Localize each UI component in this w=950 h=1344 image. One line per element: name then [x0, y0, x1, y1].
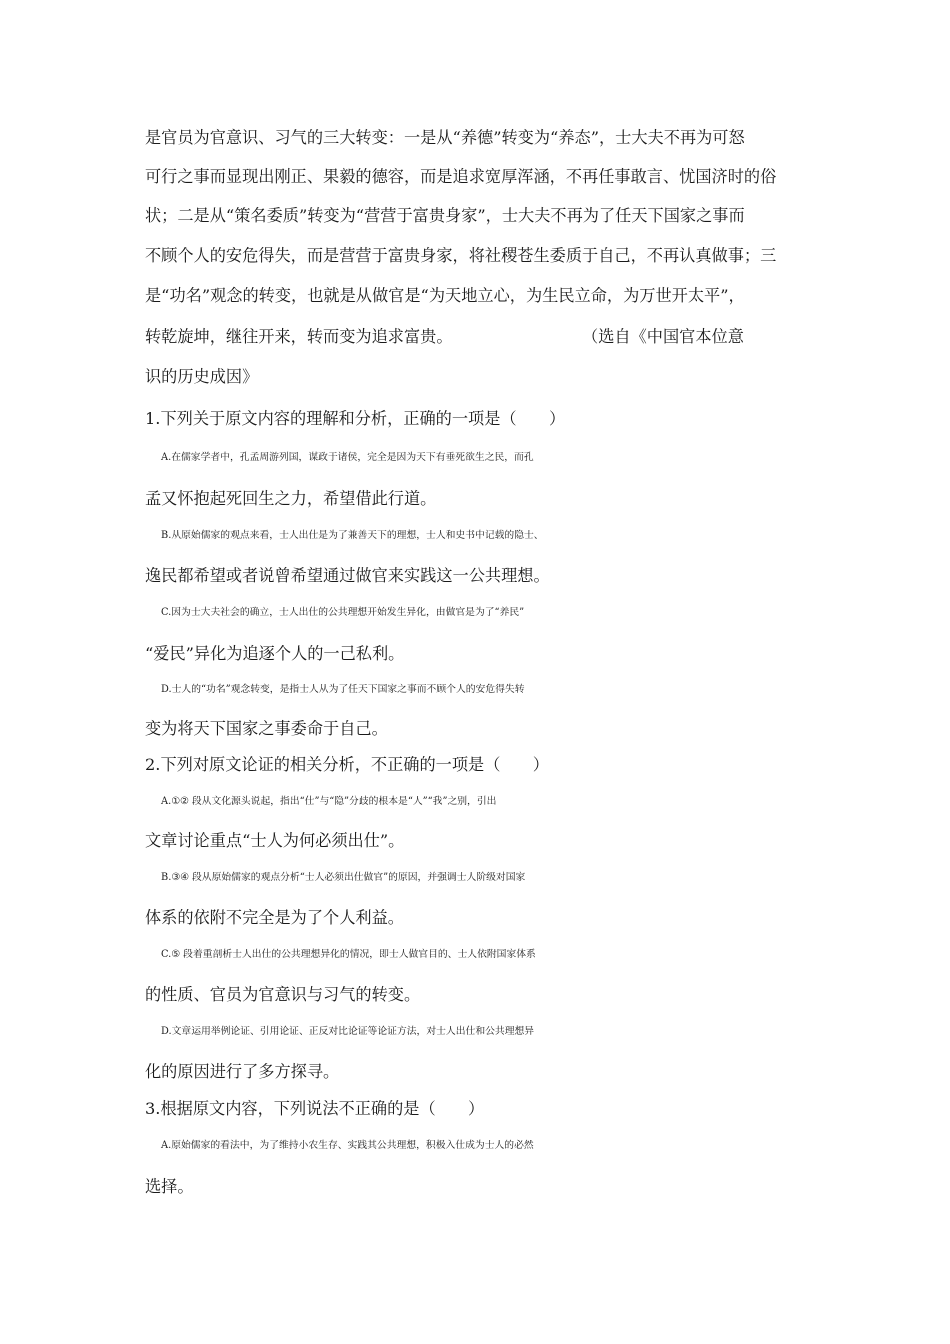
option-line: 文章讨论重点“士人为何必须出仕”。 — [145, 831, 405, 850]
question-stem: 1.下列关于原文内容的理解和分析，正确的一项是（ ） — [145, 409, 566, 428]
passage-line: 不顾个人的安危得失，而是营营于富贵身家，将社稷苍生委质于自己，不再认真做事；三 — [145, 246, 777, 265]
passage-line: 状；二是从“策名委质”转变为“营营于富贵身家”，士大夫不再为了任天下国家之事而 — [145, 206, 745, 225]
option-line: A.在儒家学者中，孔孟周游列国，谋政于诸侯，完全是因为天下有垂死欲生之民，而孔 — [161, 452, 534, 463]
passage-line: 转乾旋坤，继往开来，转而变为追求富贵。 （选自《中国官本位意 — [145, 327, 744, 346]
option-line: 化的原因进行了多方探寻。 — [145, 1062, 340, 1081]
option-line: A.原始儒家的看法中，为了维持小农生存、实践其公共理想，积极入仕成为士人的必然 — [161, 1140, 534, 1151]
passage-line: 可行之事而显现出刚正、果毅的德容，而是追求宽厚浑涵，不再任事敢言、忧国济时的俗 — [145, 167, 777, 186]
source-citation: 识的历史成因》 — [145, 367, 259, 386]
option-line: D.士人的“功名”观念转变，是指士人从为了任天下国家之事而不顾个人的安危得失转 — [161, 684, 525, 695]
passage-line: 是“功名”观念的转变，也就是从做官是“为天地立心，为生民立命，为万世开太平”， — [145, 286, 745, 305]
option-line: 的性质、官员为官意识与习气的转变。 — [145, 985, 421, 1004]
option-line: 孟又怀抱起死回生之力，希望借此行道。 — [145, 489, 437, 508]
option-line: D.文章运用举例论证、引用论证、正反对比论证等论证方法，对士人出仕和公共理想异 — [161, 1026, 535, 1037]
question-stem: 3.根据原文内容，下列说法不正确的是（ ） — [145, 1099, 485, 1118]
question-stem: 2.下列对原文论证的相关分析，不正确的一项是（ ） — [145, 755, 549, 774]
option-line: A.①② 段从文化源头说起，指出“仕”与“隐”分歧的根本是“人”“我”之别，引出 — [161, 796, 497, 807]
option-line: B.③④ 段从原始儒家的观点分析“士人必须出仕做官”的原因，并强调士人阶级对国家 — [161, 872, 526, 883]
passage-line: 是官员为官意识、习气的三大转变：一是从“养德”转变为“养态”，士大夫不再为可怒 — [145, 128, 745, 147]
option-line: 体系的依附不完全是为了个人利益。 — [145, 908, 404, 927]
option-line: 选择。 — [145, 1177, 194, 1196]
option-line: C.因为士大夫社会的确立，士人出仕的公共理想开始发生异化，由做官是为了“养民” — [161, 607, 525, 618]
option-line: “爱民”异化为追逐个人的一己私利。 — [145, 644, 405, 663]
option-line: C.⑤ 段着重剖析士人出仕的公共理想异化的情况，即士人做官目的、士人依附国家体系 — [161, 949, 536, 960]
option-line: 逸民都希望或者说曾希望通过做官来实践这一公共理想。 — [145, 566, 550, 585]
option-line: 变为将天下国家之事委命于自己。 — [145, 719, 388, 738]
option-line: B.从原始儒家的观点来看，士人出仕是为了兼善天下的理想，士人和史书中记载的隐士、 — [161, 530, 544, 541]
